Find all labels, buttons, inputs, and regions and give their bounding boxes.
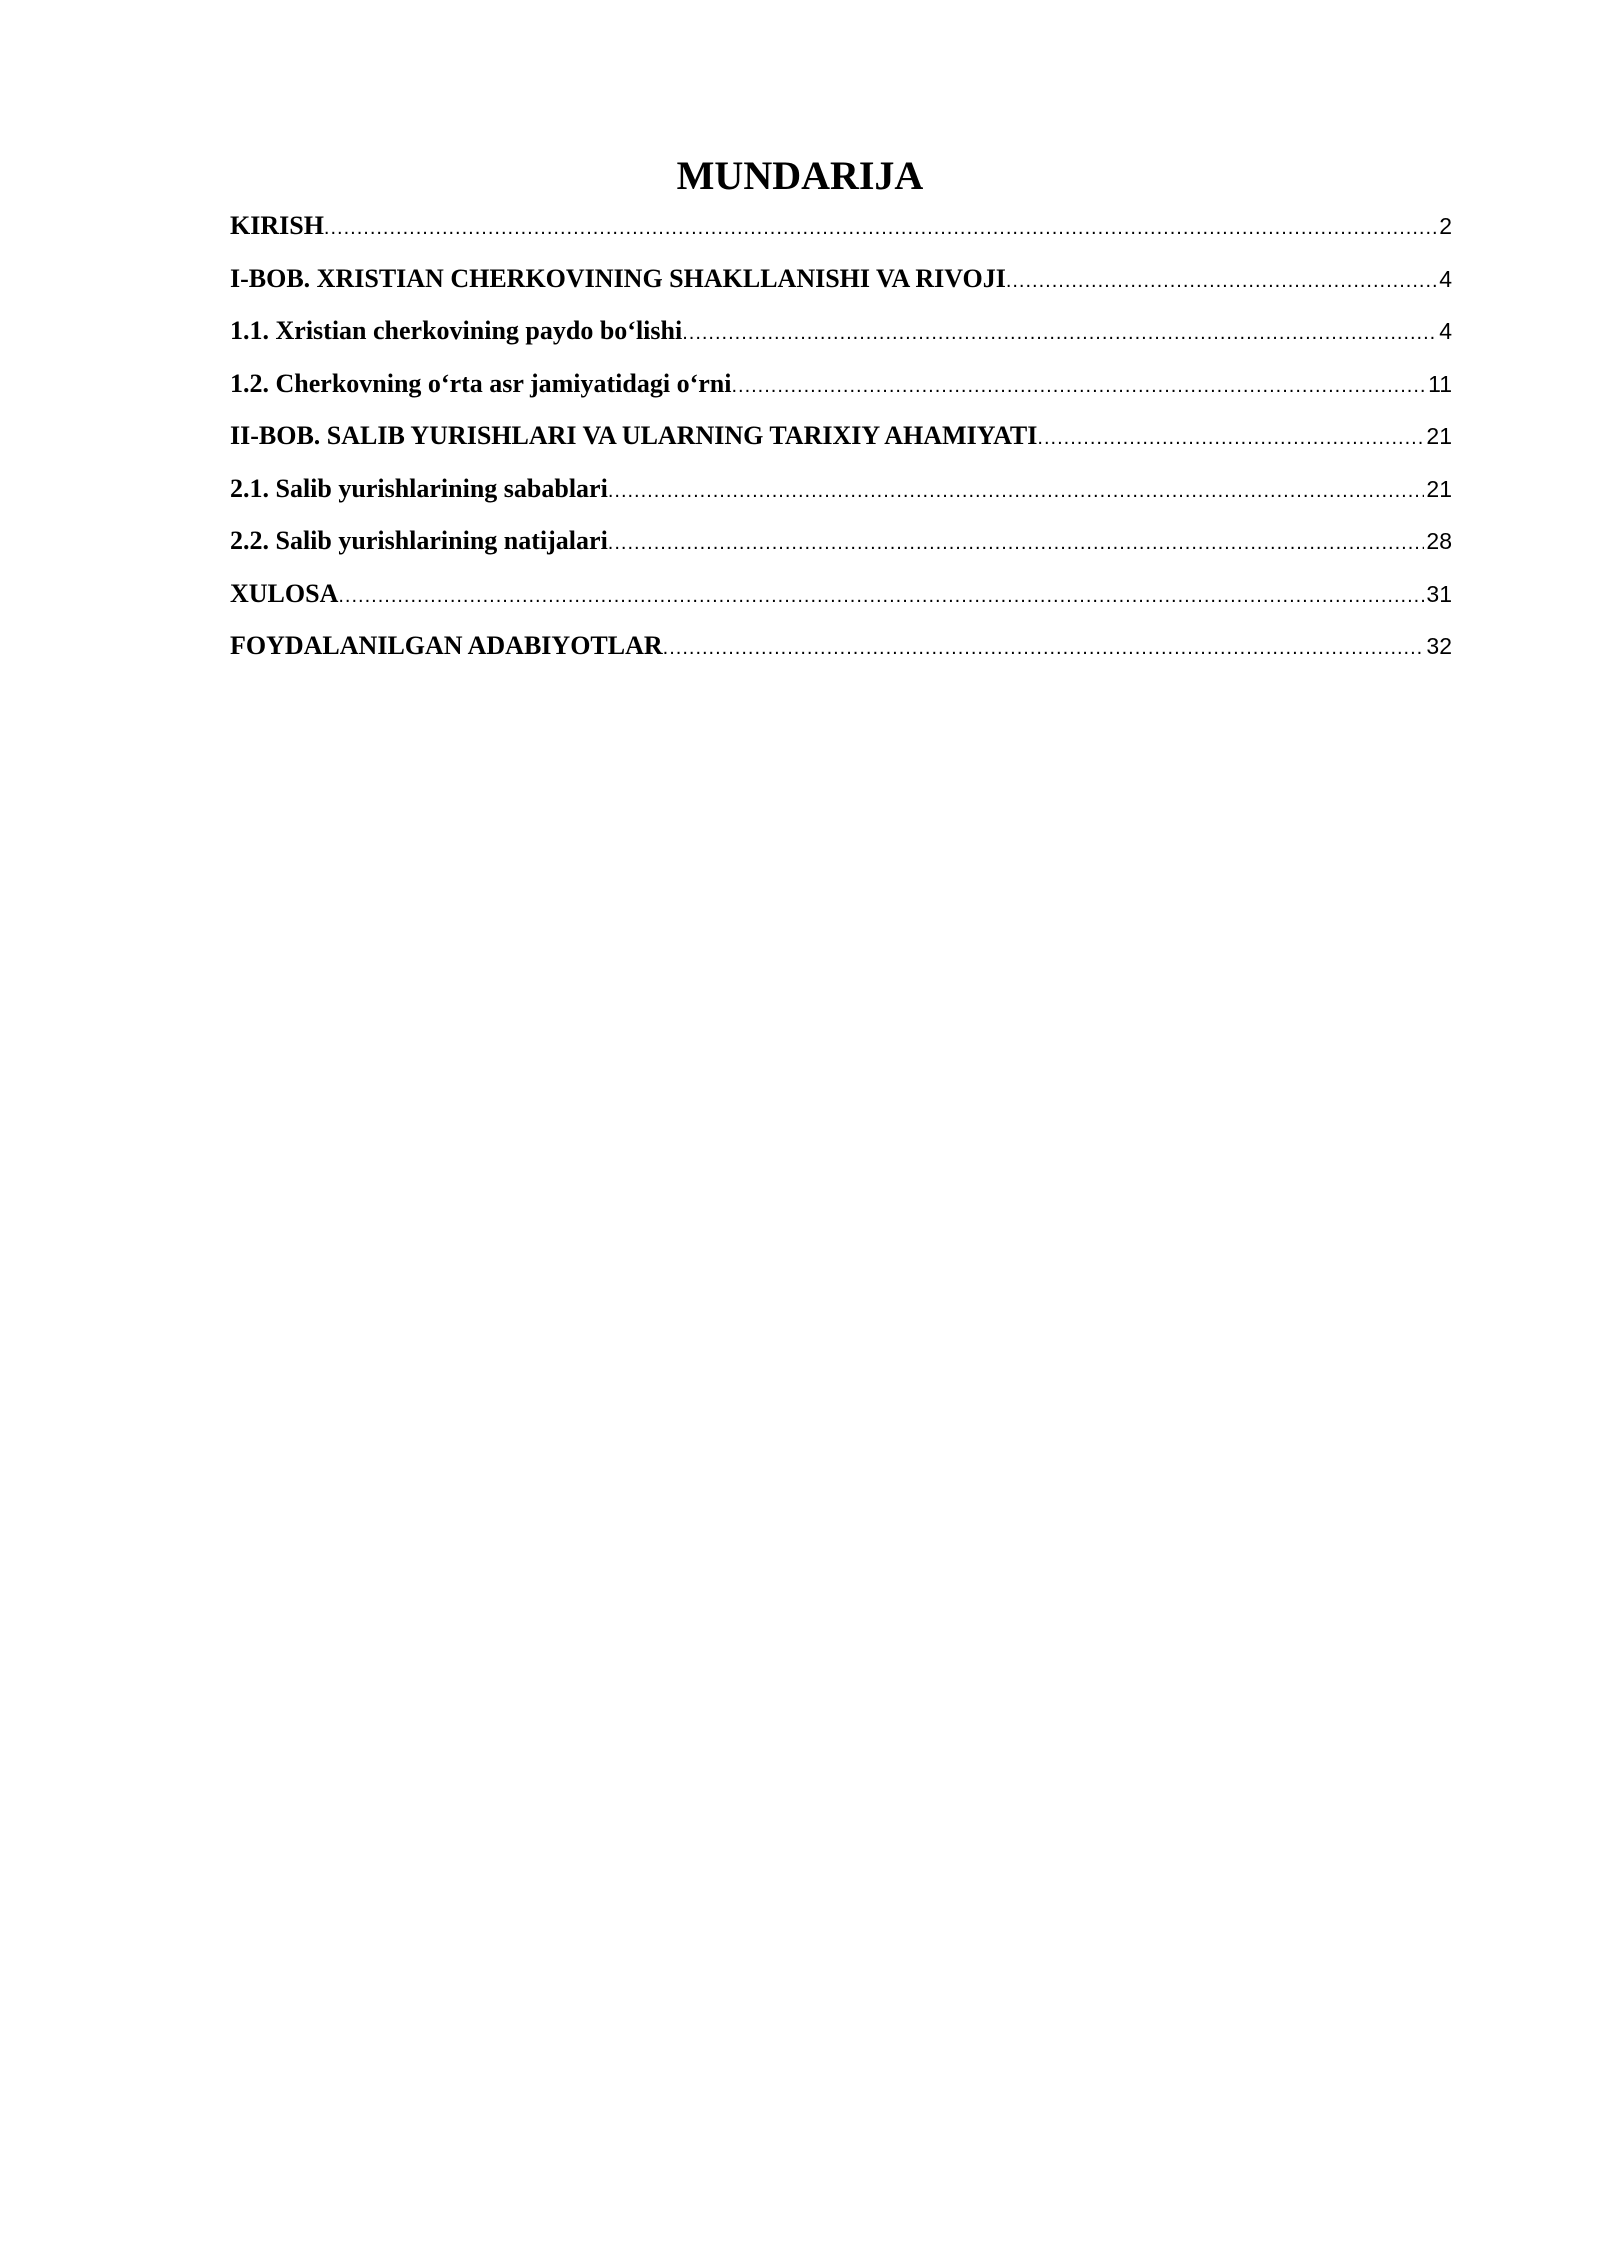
dot-leader xyxy=(338,576,1424,616)
table-of-contents xyxy=(230,206,1452,679)
toc-page-number: 32 xyxy=(1426,633,1452,659)
toc-page-number: 21 xyxy=(1426,475,1452,502)
toc-entry-label: 2.1. Salib yurishlarining sabablari xyxy=(230,473,608,503)
toc-entry-label: 2.2. Salib yurishlarining natijalari xyxy=(230,526,608,555)
toc-page-number: 28 xyxy=(1426,528,1452,554)
toc-page-number: 4 xyxy=(1439,265,1452,292)
toc-entry-section-1-2[interactable] xyxy=(230,364,1452,417)
toc-page-number: 21 xyxy=(1426,423,1452,449)
toc-entry-chapter-1[interactable] xyxy=(230,259,1452,312)
dot-leader xyxy=(1037,418,1424,458)
toc-entry-kirish[interactable] xyxy=(230,206,1452,259)
dot-leader xyxy=(1006,261,1437,301)
dot-leader xyxy=(663,628,1425,668)
dot-leader xyxy=(608,471,1425,511)
toc-entry-label: 1.1. Xristian cherkovining paydo bo‘lishi xyxy=(230,316,683,345)
dot-leader xyxy=(324,208,1437,248)
toc-entry-label: 1.2. Cherkovning o‘rta asr jamiyatidagi o‘rni xyxy=(230,368,732,398)
toc-entry-label: FOYDALANILGAN ADABIYOTLAR xyxy=(230,631,663,660)
dot-leader xyxy=(731,366,1426,406)
toc-entry-chapter-2[interactable] xyxy=(230,416,1452,469)
toc-entry-label: XULOSA xyxy=(230,578,339,608)
dot-leader xyxy=(682,313,1437,353)
toc-page-number: 2 xyxy=(1439,213,1452,239)
page-title: MUNDARIJA xyxy=(676,153,924,198)
toc-entry-section-1-1[interactable] xyxy=(230,311,1452,364)
toc-entry-section-2-1[interactable] xyxy=(230,469,1452,522)
toc-page-number: 11 xyxy=(1428,370,1452,397)
toc-page-number: 31 xyxy=(1426,580,1452,607)
toc-entry-references[interactable] xyxy=(230,626,1452,679)
toc-page-number: 4 xyxy=(1439,318,1452,344)
toc-entry-xulosa[interactable] xyxy=(230,574,1452,627)
toc-entry-label: I-BOB. XRISTIAN CHERKOVINING SHAKLLANISHI VA RIVOJI xyxy=(230,263,1006,293)
dot-leader xyxy=(608,523,1425,563)
toc-entry-label: II-BOB. SALIB YURISHLARI VA ULARNING TARIXIY AHAMIYATI xyxy=(230,421,1038,450)
toc-entry-section-2-2[interactable] xyxy=(230,521,1452,574)
toc-entry-label: KIRISH xyxy=(230,211,324,240)
